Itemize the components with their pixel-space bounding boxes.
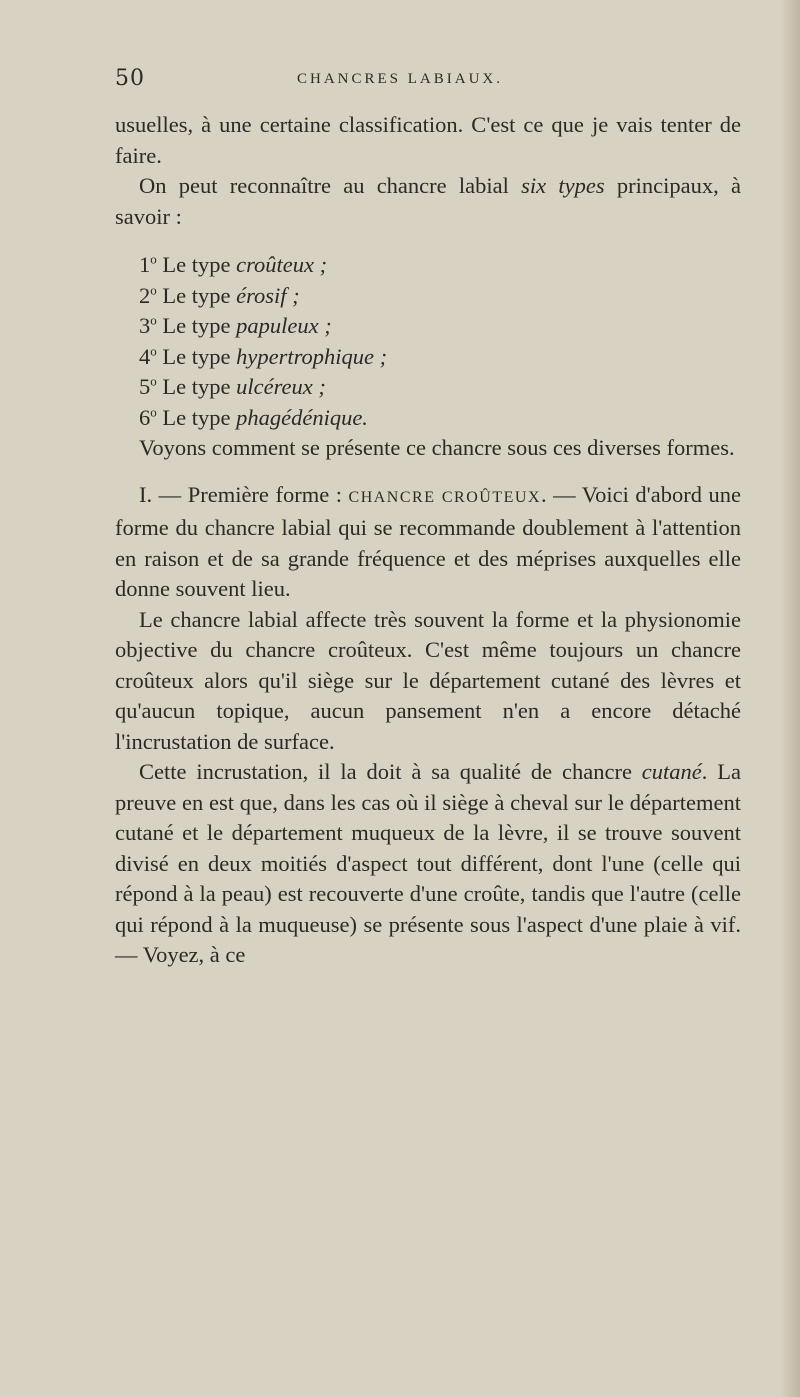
list-item	[115, 311, 741, 342]
section-label: I. — Première forme :	[139, 481, 349, 507]
intro-emphasis: six types	[521, 173, 605, 198]
item-number: 5	[139, 374, 151, 399]
intro-text-a: On peut reconnaître au chancre labial	[139, 173, 522, 198]
paragraph-2: Le chancre labial affecte très souvent la forme et la physionomie objective du chancre croûteux. C'est même toujours un chancre croûteux alors qu'il siège sur le département cutané des lèvres et qu'aucun topique, aucun pansement n'en a encore détaché l'incrustation de surface.	[115, 606, 741, 754]
item-ordinal: o	[150, 251, 157, 267]
item-name: érosif ;	[236, 282, 300, 308]
item-name: papuleux ;	[236, 313, 332, 338]
item-name: ulcéreux ;	[236, 374, 326, 399]
types-list	[115, 250, 741, 433]
page-edge-shadow	[780, 0, 800, 1397]
section-heading-paragraph	[115, 480, 741, 605]
list-item	[115, 250, 741, 281]
item-name: hypertrophique ;	[236, 343, 388, 369]
para3-emphasis: cutané	[641, 759, 702, 784]
item-ordinal: o	[150, 373, 157, 389]
paragraph-3	[115, 757, 741, 971]
body-text	[115, 110, 741, 971]
item-number: 6	[139, 404, 151, 430]
running-head: CHANCRES LABIAUX.	[296, 71, 503, 87]
list-item	[115, 372, 741, 403]
item-name: phagédénique.	[236, 404, 368, 430]
item-number: 3	[139, 313, 151, 338]
item-name: croûteux ;	[236, 252, 328, 277]
item-ordinal: o	[150, 404, 157, 419]
item-prefix: Le type	[156, 374, 237, 399]
intro-text-b: principaux, à savoir :	[115, 173, 741, 229]
section-title-caps: CHANCRE CROÛTEUX	[348, 488, 541, 506]
section-text: . — Voici d'abord une forme du chancre labial qui se recommande doublement à l'attention en raison et de sa grande fréquence et des méprises auxquelles elle donne souvent lieu.	[115, 481, 741, 601]
item-number: 4	[139, 343, 151, 369]
item-prefix: Le type	[156, 282, 237, 308]
item-number: 1	[139, 252, 151, 277]
item-ordinal: o	[150, 343, 157, 358]
after-list-paragraph: Voyons comment se présente ce chancre sous ces diverses formes.	[139, 435, 735, 460]
item-ordinal: o	[150, 282, 157, 297]
list-item	[115, 403, 741, 434]
item-ordinal: o	[150, 312, 157, 328]
item-number: 2	[139, 282, 151, 308]
item-prefix: Le type	[156, 252, 237, 277]
item-prefix: Le type	[156, 313, 237, 338]
item-prefix: Le type	[156, 404, 237, 430]
item-prefix: Le type	[156, 343, 237, 369]
para3-text-a: Cette incrustation, il la doit à sa qualité de chancre	[139, 759, 642, 784]
intro-paragraph	[115, 171, 741, 232]
para3-text-b: . La preuve en est que, dans les cas où il siège à cheval sur le département cutané et le département muqueux de la lèvre, il se trouve souvent divisé en deux moitiés d'aspect tout différent, dont l'une (celle qui répond à la peau) est recouverte d'une croûte, tandis que l'autre (celle qui répond à la muqueuse) se présente sous l'aspect d'une plaie à vif. — Voyez, à ce	[115, 759, 741, 967]
page-header	[0, 66, 800, 96]
list-item	[115, 281, 741, 312]
list-item	[115, 342, 741, 373]
page-number: 50	[115, 66, 145, 91]
intro-continuation: usuelles, à une certaine classification. C'est ce que je vais tenter de faire.	[115, 112, 741, 168]
